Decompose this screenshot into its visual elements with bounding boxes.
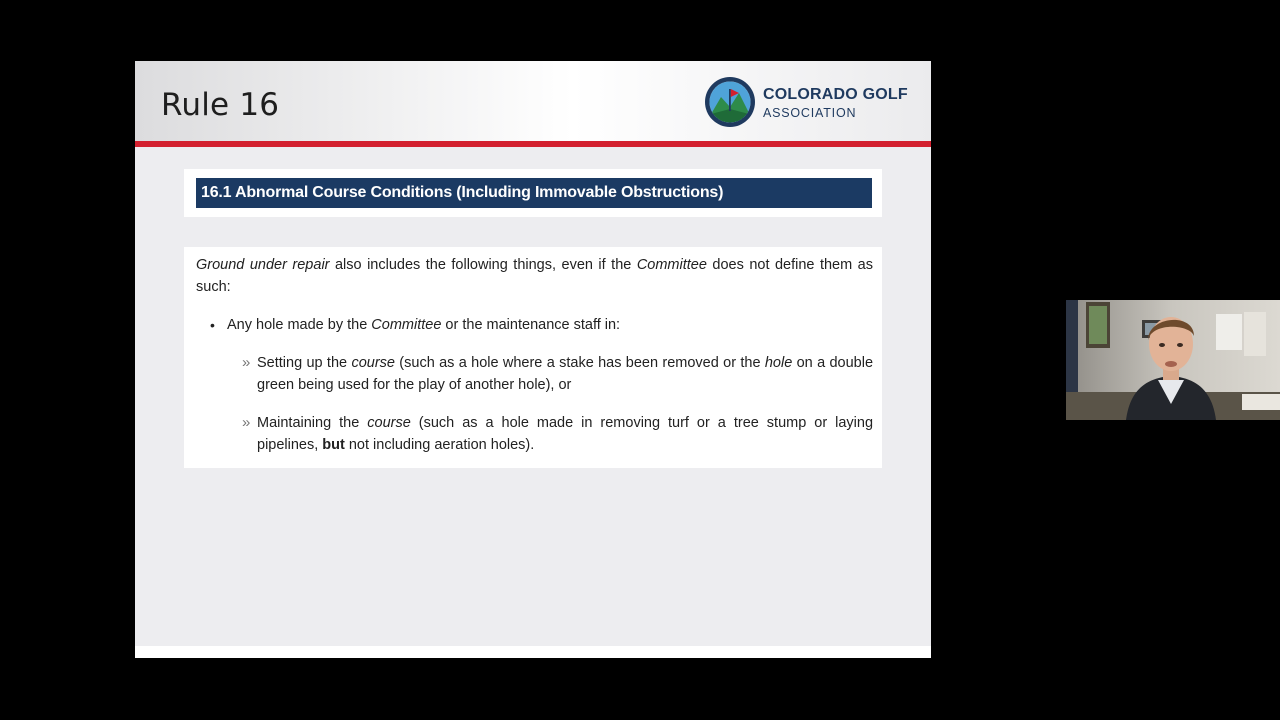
cga-logo-icon bbox=[703, 75, 757, 129]
sub-item-text: Setting up the course (such as a hole where a stake has been removed or the hole on a double green being used for the play of another hole), or bbox=[257, 355, 874, 393]
defined-term: course bbox=[351, 355, 395, 371]
cga-logo bbox=[703, 75, 913, 131]
presentation-slide bbox=[135, 61, 931, 658]
sub-item-marker: » bbox=[242, 354, 251, 371]
section-heading: 16.1 Abnormal Course Conditions (Including Immovable Obstructions) bbox=[196, 178, 872, 208]
defined-term: Ground under repair bbox=[196, 257, 330, 273]
bullet-text: Any hole made by the Committee or the maintenance staff in: bbox=[227, 317, 621, 333]
header-divider bbox=[135, 141, 931, 147]
defined-term: Committee bbox=[371, 317, 442, 333]
intro-paragraph: Ground under repair also includes the following things, even if the Committee does not define them as such: bbox=[196, 257, 873, 295]
sub-item-marker: » bbox=[242, 414, 251, 431]
slide-footer bbox=[135, 646, 931, 658]
logo-text-secondary: ASSOCIATION bbox=[763, 106, 857, 120]
slide-title: Rule 16 bbox=[161, 87, 280, 123]
section-heading-box bbox=[184, 169, 882, 217]
webcam-video-frame bbox=[1066, 300, 1280, 420]
emphasis: but bbox=[322, 437, 345, 453]
defined-term: Committee bbox=[636, 257, 707, 273]
defined-term: hole bbox=[764, 355, 793, 371]
defined-term: course bbox=[367, 415, 411, 431]
sub-item-text: Maintaining the course (such as a hole made in removing turf or a tree stump or laying pipelines, but not including aeration holes). bbox=[257, 415, 874, 453]
logo-text-primary: COLORADO GOLF bbox=[763, 86, 908, 103]
webcam-presenter-feed bbox=[1066, 300, 1280, 420]
bullet-marker: • bbox=[210, 317, 215, 333]
slide-header bbox=[135, 61, 931, 141]
rule-content-box bbox=[184, 247, 882, 468]
